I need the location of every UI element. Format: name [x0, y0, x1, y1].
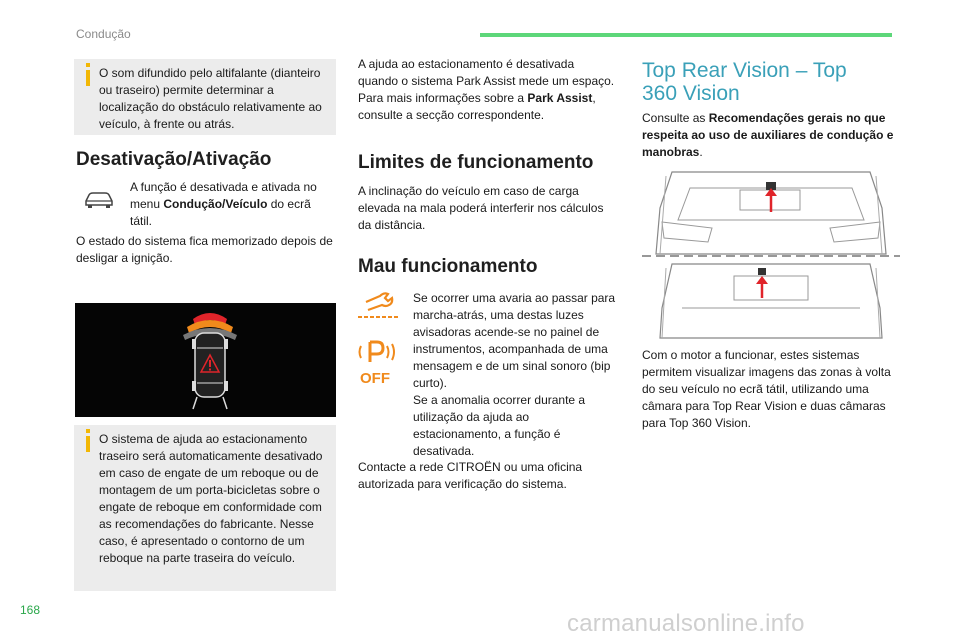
- intro-text-2-post: , consulte a secção correspondente.: [358, 91, 596, 122]
- info-note-2: [74, 425, 336, 591]
- contact-text: Contacte a rede CITROËN ou uma oficina autorizada para verificação do sistema.: [358, 460, 583, 491]
- note-text: O som difundido pelo altifalante (dianteiro ou traseiro) permite determinar a localização do obstáculo relativamente ao veículo, à frente ou atrás.: [99, 66, 322, 131]
- malfunction-text-1: Se ocorrer uma avaria ao passar para marcha-atrás, uma destas luzes avisadoras acende-se no painel de instrumentos, acompanhada de uma mensagem e de um sinal sonoro (bip curto).: [413, 291, 616, 390]
- info-note-1: [74, 59, 336, 135]
- parking-sensor-display: [75, 303, 336, 417]
- limits-text: A inclinação do veículo em caso de carga elevada na mala poderá interferir nos cálculos da distância.: [358, 184, 604, 232]
- activation-text: [130, 179, 330, 230]
- malfunction-text: [413, 290, 616, 460]
- malfunction-text-2: Se a anomalia ocorrer durante a utilização da ajuda ao estacionamento, a função é desativada.: [413, 393, 586, 458]
- consult-post: .: [699, 145, 703, 159]
- memory-text: O estado do sistema fica memorizado depois de desligar a ignição.: [76, 234, 333, 265]
- info-icon: [84, 63, 92, 86]
- camera-text: Com o motor a funcionar, estes sistemas permitem visualizar imagens das zonas à volta do seu veículo no ecrã tátil, utilizando uma câmara para Top Rear Vision e duas câmaras para Top 360 Vision.: [642, 348, 891, 430]
- consult-text: [642, 110, 898, 161]
- intro-text-2-pre: Para mais informações sobre a: [358, 91, 528, 105]
- section-header: Condução: [76, 27, 131, 41]
- intro-text-2: [358, 90, 616, 124]
- activation-sep: /: [222, 197, 226, 211]
- parking-off-icon: [358, 340, 398, 371]
- activation-menu2: Veículo: [225, 197, 268, 211]
- malfunction-heading: Mau funcionamento: [358, 256, 538, 277]
- park-assist-term: Park Assist: [527, 91, 593, 105]
- section-heading: Desativação/Ativação: [76, 149, 272, 170]
- top-vision-title: Top Rear Vision – Top 360 Vision: [642, 59, 847, 105]
- header-accent-bar: [480, 33, 892, 37]
- activation-pre: A função é desativada e ativada no menu: [130, 180, 317, 211]
- activation-menu: Condução: [163, 197, 223, 211]
- camera-location-illustration: [642, 168, 900, 340]
- page-number: 168: [20, 603, 41, 617]
- car-icon: [84, 189, 114, 214]
- activation-post: do ecrã tátil.: [130, 197, 311, 228]
- info-icon: [84, 429, 92, 452]
- off-label: OFF: [360, 370, 390, 387]
- limits-heading: Limites de funcionamento: [358, 152, 594, 173]
- watermark: carmanualsonline.info: [567, 610, 805, 637]
- note-text: O sistema de ajuda ao estacionamento traseiro será automaticamente desativado em caso de engate de um reboque ou de montagem de um porta-bicicletas sobre o engate de reboque em conformidade com as recomendações do fabricante. Nesse caso, é apresentado o contorno de um reboque na parte traseira do veículo.: [99, 432, 323, 565]
- intro-text-1: A ajuda ao estacionamento é desativada quando o sistema Park Assist mede um espaço.: [358, 57, 615, 88]
- consult-bold: Recomendações gerais no que respeita ao uso de auxiliares de condução e manobras: [642, 111, 894, 159]
- consult-pre: Consulte as: [642, 111, 709, 125]
- wrench-warning-icon: [358, 290, 398, 329]
- park-assist-intro: [358, 56, 616, 124]
